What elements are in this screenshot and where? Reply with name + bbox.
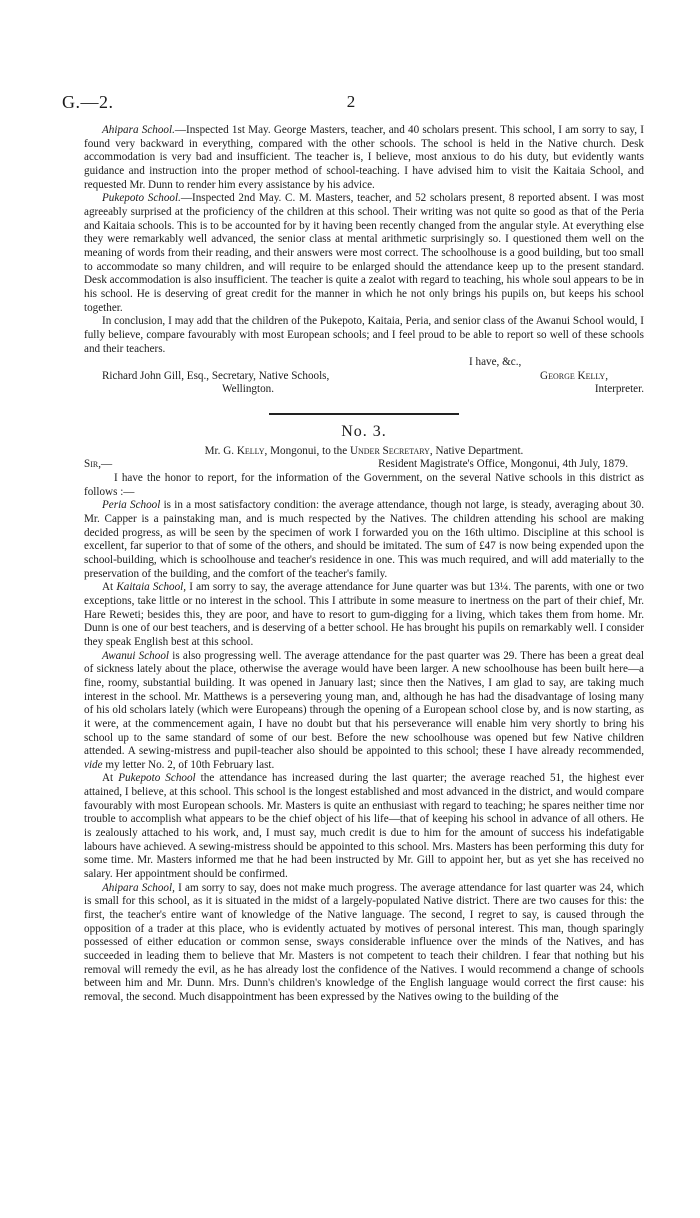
signer-name: George Kelly, [540, 369, 608, 382]
letter-number: No. 3. [341, 423, 387, 441]
school-name: Ahipara School. [102, 124, 175, 136]
recipient: Richard John Gill, Esq., Secretary, Native Schools, [102, 369, 330, 382]
paragraph-pukepoto-2: At Pukepoto School the attendance has increased during the last quarter; the average reached 51, the highest ever attained, I believe, at this school. This school is the longest established and most advanced in the district, and would compare favourably with most European schools. Mr. Masters is quite an enthusiast with regard to teaching; he spares neither time nor trouble to accomplish what appears to be the chief object of his life—that of keeping his school in advance of all others. He is zealously attached to his work, and, I must say, much credit is due to him for the amount of success his indefatigable labours have achieved. A sewing-mistress should be appointed to this school. Mrs. Masters has been performing this duty for some time. Mr. Masters informed me that he had been instructed by Mr. Gill to appoint her, but as yet she has received no salary. Her appointment should be confirmed. [84, 772, 644, 881]
paragraph-awanui: Awanui School is also progressing well. The average attendance for the past quarter was 29. There has been a great deal of sickness lately about the place, otherwise the average would have been larger. A new schoolhouse has been built here—a fine, roomy, substantial building. It was opened in January last; since then the Natives, I am glad to say, are taking much interest in the school. Mr. Matthews is a persevering young man, and, although he has had the disadvantage of losing many of his old scholars lately (which were Europeans) through the opening of a European school close by, and is now starting, as it were, at the commencement again, I have no doubt but that his perseverance will enable him very shortly to bring his school up to the same standard of some of our best. Before the new schoolhouse was opened but few Native children attended. A sewing-mistress and pupil-teacher also should be appointed to this school; these I have already recommended, vide my letter No. 2, of 10th February last. [84, 649, 644, 771]
school-name: Ahipara School, [102, 881, 175, 894]
closing-line: I have, &c., [469, 356, 522, 369]
letter-address: Mr. G. Kelly, Mongonui, to the Under Secretary, Native Department. [204, 444, 524, 457]
signature-row [84, 370, 644, 384]
document-body [84, 124, 644, 1005]
letter-intro: I have the honor to report, for the information of the Government, on the several Native schools in this district as follows :— [84, 472, 644, 498]
paragraph-peria: Peria School is in a most satisfactory condition: the average attendance, though not large, is steady, averaging about 30. Mr. Capper is a painstaking man, and is much respected by the Natives. The children attending his school are making decided progress, as will be seen by the specimen of work I forwarded you on the 16th ultimo. Discipline at this school is excellent, far superior to that of some of the others, and should be imitated. The sum of £47 is now being expended upon the school-building, which is schoolhouse and teacher's residence in one. This was much required, and will add materially to the preservation of the building, and the comfort of the teacher's family. [84, 499, 644, 580]
dateline: Resident Magistrate's Office, Mongonui, 4th July, 1879. [378, 458, 628, 471]
signer-title: Interpreter. [594, 383, 644, 396]
paragraph-pukepoto-1: Pukepoto School.—Inspected 2nd May. C. M. Masters, teacher, and 52 scholars present, 8 reported absent. I was most agreeably surprised at the proficiency of the children at this school. Their writing was not quite so good as that of the Peria and Kaitaia schools. This is to be accounted for by it having been recently changed from the angular style. At everything else they were remarkably well advanced, the senior class at mental arithmetic surprisingly so. I questioned them well on the meaning of words from their reading, and their answers were most correct. The schoolhouse is a good building, but too small to accommodate so many children, and will require to be enlarged should the attendance keep up to the present standard. Desk accommodation is also insufficient. The teacher is quite a zealot with regard to teaching, his whole soul appears to be in his school. He is deserving of great credit for the manner in which he not only brings his pupils on, but keeps his school together. [84, 192, 644, 314]
school-name: Awanui School [102, 649, 169, 662]
paragraph-ahipara-2: Ahipara School, I am sorry to say, does not make much progress. The average attendance for last quarter was 24, which is small for this school, as it is situated in the midst of a largely-populated Native district. There are two causes for this: the first, the teacher's entire want of knowledge of the Native language. The second, I regret to say, is caused through the opposition of a trader at this place, who is evidently actuated by motives of personal interest. This man, though sparingly possessed of either education or common sense, sways considerable influence over the minds of the Natives, and has succeeded in leading them to believe that Mr. Masters is not competent to teach their children. I fear that nothing but his removal will remedy the evil, as he has already lost the confidence of the Natives. I would recommend a change of schools between him and Mr. Dunn. Mrs. Dunn's children's knowledge of the English language would correct the first cause: his removal, the second. Much disappointment has been expressed by the Natives owing to the building of the [84, 881, 644, 1003]
school-name: Pukepoto School. [102, 192, 181, 205]
page-number: 2 [346, 92, 356, 111]
school-name: Kaitaia School, [116, 581, 187, 594]
salutation: Sir,— [84, 458, 113, 471]
paragraph-ahipara-1: Ahipara School.—Inspected 1st May. George Masters, teacher, and 40 scholars present. This school, I am sorry to say, I found very backward in everything, compared with the other schools. The school is held in the Native church. Desk accommodation is very bad and insufficient. The teacher is, I believe, most anxious to do his duty, but evidently wants guidance and instruction into the proper method of school-teaching. I have advised him to visit the Kaitaia School, and requested Mr. Dunn to render him every assistance by his advice. [84, 124, 644, 191]
salutation-row [84, 458, 644, 472]
paragraph-kaitaia: At Kaitaia School, I am sorry to say, the average attendance for June quarter was but 13¼. The parents, with one or two exceptions, take little or no interest in the school. This I attribute in some measure to inertness on the part of their chief, Mr. Hare Reweti; besides this, they are poor, and have to resort to gum-digging for a living, which takes them from home. Mr. Dunn is one of our best teachers, and is deserving of a better school. He has brought his pupils on remarkably well. I consider they speak English best at this school. [84, 581, 644, 648]
section-divider [269, 413, 459, 415]
paragraph-conclusion: In conclusion, I may add that the children of the Pukepoto, Kaitaia, Peria, and senior class of the Awanui School would, I fully believe, compare favourably with most European schools; and I feel proud to be able to report so well of these schools and their teachers. [84, 315, 644, 355]
page-header [62, 92, 640, 114]
school-name: Pukepoto School [118, 772, 196, 785]
school-name: Peria School [102, 499, 161, 512]
recipient-city: Wellington. [222, 383, 275, 396]
document-reference: G.—2. [62, 92, 114, 112]
signature-row-2 [84, 383, 644, 397]
